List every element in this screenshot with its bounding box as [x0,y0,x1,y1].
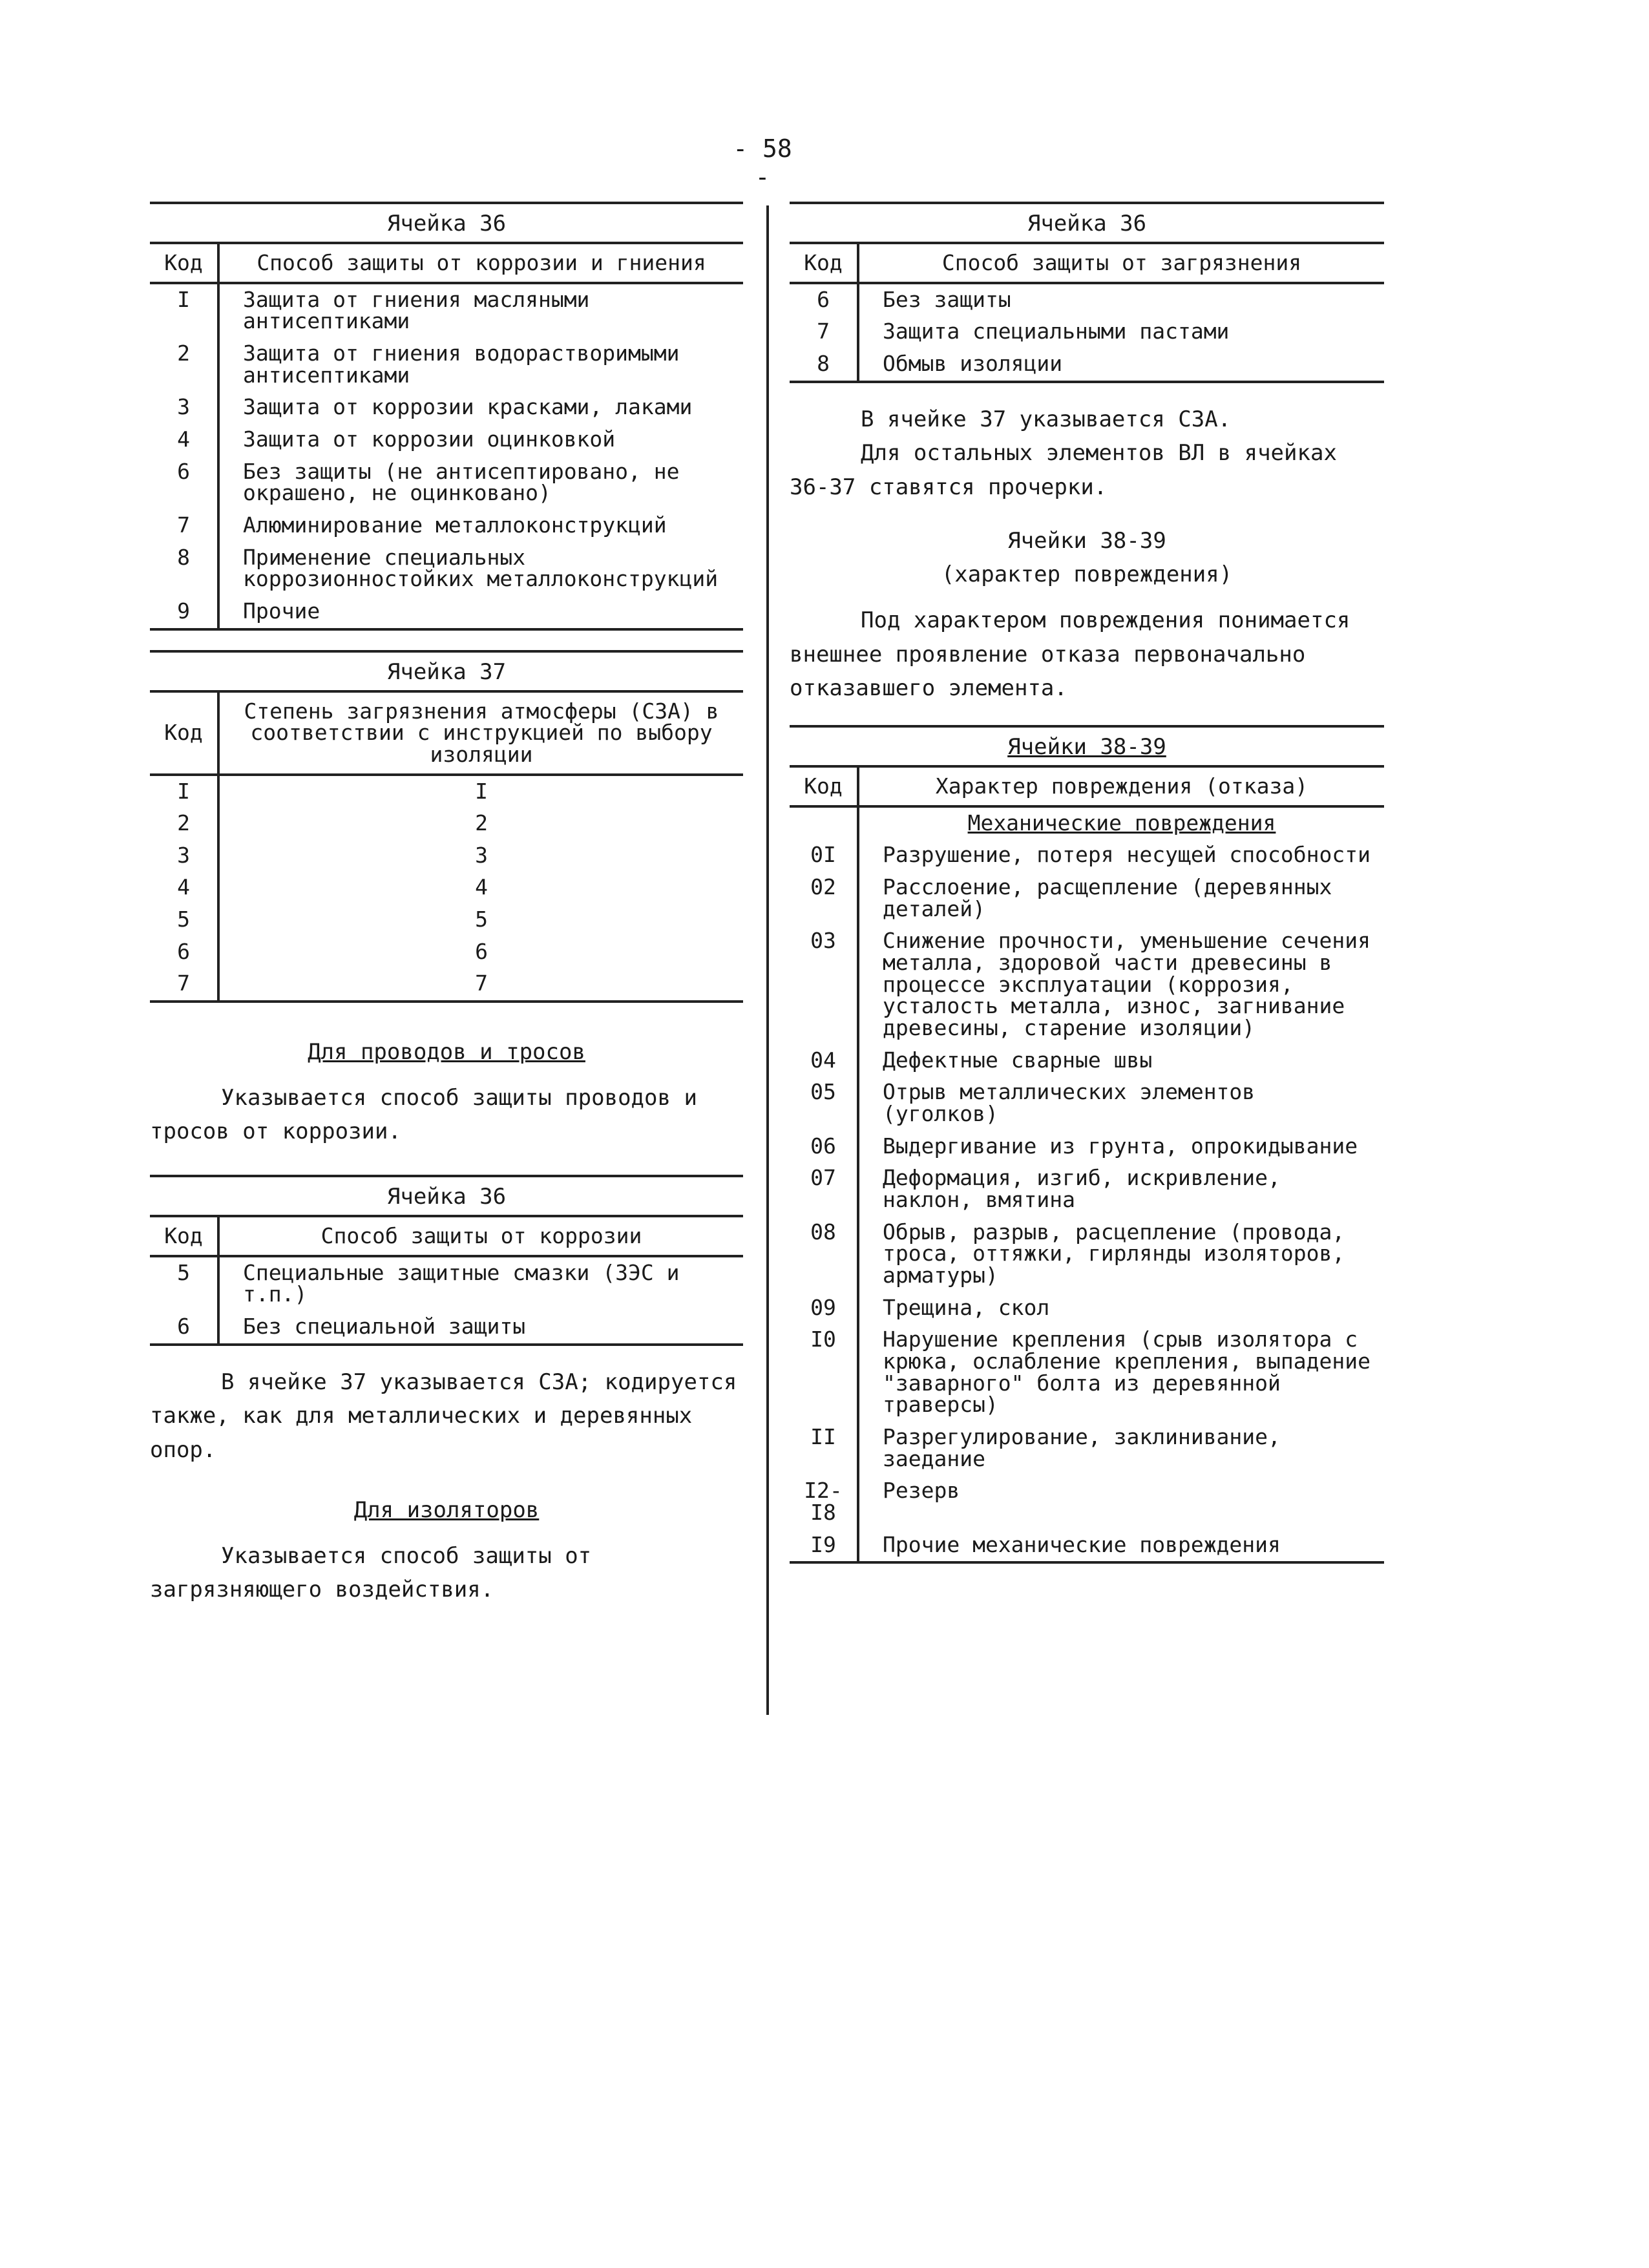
column-header-code: Код [150,1216,218,1256]
row-desc: Нарушение крепления (срыв изолятора с крюка, ослабление крепления, выпадение "заварного" болта из деревянной траверсы) [883,1327,1371,1418]
row-code: 7 [150,510,218,542]
section-subheading: (характер повреждения) [941,562,1233,588]
row-desc: Прочие [243,598,320,624]
page-number: - 58 - [733,134,792,191]
table-row [150,872,743,904]
table [150,1215,743,1343]
table-title: Ячейка 36 [386,1184,507,1210]
table-cells38-39-damage [790,725,1384,1564]
table-row [150,775,743,808]
table-row [150,840,743,872]
row-desc: I [475,778,488,804]
row-code: 7 [150,968,218,1000]
table-row [150,424,743,456]
row-desc: Обрыв, разрыв, расцепление (провода, троса, оттяжки, гирлянды изоляторов, арматуры) [883,1219,1345,1288]
table-row [150,1311,743,1343]
table-cell36-corrosion-rot [150,202,743,631]
row-desc: Без специальной защиты [243,1314,526,1339]
row-code: 9 [150,596,218,628]
row-code: 2 [150,338,218,392]
table-row [790,1162,1384,1216]
row-desc: Защита от гниения водорастворимыми антисептиками [243,340,680,388]
table-cell37-pollution-degree [150,650,743,1003]
section-heading-cells: Ячейки 38-39 [1007,527,1166,554]
row-desc: Прочие механические повреждения [883,1531,1281,1557]
row-code: 6 [150,456,218,510]
row-code: 05 [790,1076,858,1130]
table-row [150,338,743,392]
column-header-code: Код [790,766,858,806]
row-desc: Дефектные сварные швы [883,1047,1153,1073]
row-desc: Защита от коррозии красками, лаками [243,394,693,420]
column-header-desc: Способ защиты от коррозии и гниения [218,243,743,283]
row-desc: 5 [475,907,488,932]
table-body [790,283,1384,381]
table-cell36-wires [150,1175,743,1346]
row-desc: Выдергивание из грунта, опрокидывание [883,1133,1358,1159]
row-desc: Деформация, изгиб, искривление, наклон, вмятина [883,1165,1281,1212]
table-row [790,1422,1384,1475]
row-code: 09 [790,1292,858,1325]
table-body [150,775,743,1001]
row-desc: Алюминирование металлоконструкций [243,512,667,538]
row-desc: Защита от гниения масляными антисептиками [243,286,590,334]
left-column [150,202,743,1607]
row-desc: 7 [475,971,488,996]
row-desc: Специальные защитные смазки (ЗЭС и т.п.) [243,1259,680,1307]
row-desc: Разрушение, потеря несущей способности [883,842,1371,868]
row-code: 4 [150,872,218,904]
column-header-desc: Характер повреждения (отказа) [858,766,1384,806]
section-heading-wires: Для проводов и тросов [308,1039,585,1066]
row-desc: 6 [475,938,488,964]
paragraph-wires: Указывается способ защиты проводов и тросов от коррозии. [150,1084,697,1145]
table-row [790,283,1384,317]
table-subheading-row [790,806,1384,840]
table-row [150,968,743,1000]
table-title: Ячейка 37 [386,658,507,685]
table-row [790,1529,1384,1562]
row-desc: 4 [475,874,488,900]
table-row [790,872,1384,925]
row-code: 02 [790,872,858,925]
row-desc: Применение специальных коррозионностойких металлоконструкций [243,544,719,592]
table-row [150,936,743,969]
column-header-desc: Способ защиты от коррозии [218,1216,743,1256]
table [790,765,1384,1561]
row-code: 07 [790,1162,858,1216]
column-divider [766,205,769,1715]
table-row [150,808,743,840]
table-row [150,904,743,936]
paragraph-insulators: Указывается способ защиты от загрязняющего воздействия. [150,1542,592,1603]
table-title: Ячейки 38-39 [1007,734,1166,761]
table-row [790,1217,1384,1292]
table-row [790,1076,1384,1130]
column-header-code: Код [150,691,218,775]
row-code: I [150,775,218,808]
table-row [150,596,743,628]
row-desc: 2 [475,810,488,836]
table-row [150,1256,743,1311]
table-row [790,1045,1384,1077]
table-title: Ячейка 36 [1027,211,1147,236]
table-cell36-pollution [790,202,1384,383]
row-desc: Расслоение, расщепление (деревянных деталей) [883,874,1332,921]
row-code: 8 [150,542,218,596]
paragraph-cell37: В ячейке 37 указывается СЗА; кодируется также, как для металлических и деревянных опор. [150,1369,737,1464]
row-code: 6 [790,283,858,317]
row-code: I9 [790,1529,858,1562]
row-code: 06 [790,1131,858,1163]
table-row [150,510,743,542]
paragraph-other-elements: Для остальных элементов ВЛ в ячейках 36-37 ставятся прочерки. [790,440,1337,500]
table-row [790,1131,1384,1163]
row-code: 5 [150,904,218,936]
row-code: 2 [150,808,218,840]
table-body [150,283,743,628]
column-header-code: Код [150,243,218,283]
row-code: 03 [790,925,858,1044]
row-code: 0I [790,839,858,872]
row-desc: Защита от коррозии оцинковкой [243,426,616,452]
row-code: 7 [790,316,858,348]
table [790,242,1384,381]
row-code: 4 [150,424,218,456]
right-column [790,202,1384,1564]
row-code: 04 [790,1045,858,1077]
row-code: 6 [150,1311,218,1343]
section-heading-insulators: Для изоляторов [353,1496,540,1523]
column-header-code: Код [790,243,858,283]
table-body [790,806,1384,1561]
row-code: 8 [790,348,858,381]
paragraph-cell37: В ячейке 37 указывается СЗА. [861,406,1232,432]
table-subheading: Механические повреждения [967,810,1276,835]
column-header-desc: Способ защиты от загрязнения [858,243,1384,283]
row-desc: Без защиты (не антисептировано, не окрашено, не оцинковано) [243,458,680,506]
row-code: 3 [150,392,218,424]
table-row [150,542,743,596]
row-code: 3 [150,840,218,872]
row-desc: 3 [475,842,488,868]
column-header-desc: Степень загрязнения атмосферы (СЗА) в соответствии с инструкцией по выбору изоляции [218,691,743,775]
table [150,690,743,1001]
row-desc: Без защиты [883,286,1011,312]
row-code: 08 [790,1217,858,1292]
table [150,242,743,628]
row-code: 5 [150,1256,218,1311]
table-row [150,456,743,510]
row-desc: Снижение прочности, уменьшение сечения металла, здоровой части древесины в процессе эксплуатации (коррозия, усталость металла, износ, загнивание древесины, старение изоляции) [883,928,1371,1041]
row-desc: Резерв [883,1478,960,1504]
table-row [150,283,743,338]
row-desc: Защита специальными пастами [883,319,1230,344]
table-title: Ячейка 36 [386,211,507,236]
row-code: 6 [150,936,218,969]
table-row [790,925,1384,1044]
table-row [790,316,1384,348]
row-desc: Обмыв изоляции [883,350,1063,376]
row-desc: Трещина, скол [883,1294,1050,1320]
table-row [790,839,1384,872]
table-row [790,1324,1384,1422]
row-code: I0 [790,1324,858,1422]
row-code: II [790,1422,858,1475]
row-code: I2-I8 [790,1475,858,1529]
table-row [790,1292,1384,1325]
table-row [150,392,743,424]
row-desc: Отрыв металлических элементов (уголков) [883,1079,1255,1126]
table-body [150,1256,743,1343]
table-row [790,348,1384,381]
row-desc: Разрегулирование, заклинивание, заедание [883,1423,1281,1471]
row-code: I [150,283,218,338]
table-row [790,1475,1384,1529]
paragraph-damage-definition: Под характером повреждения понимается внешнее проявление отказа первоначально отказавшего элемента. [790,607,1350,702]
